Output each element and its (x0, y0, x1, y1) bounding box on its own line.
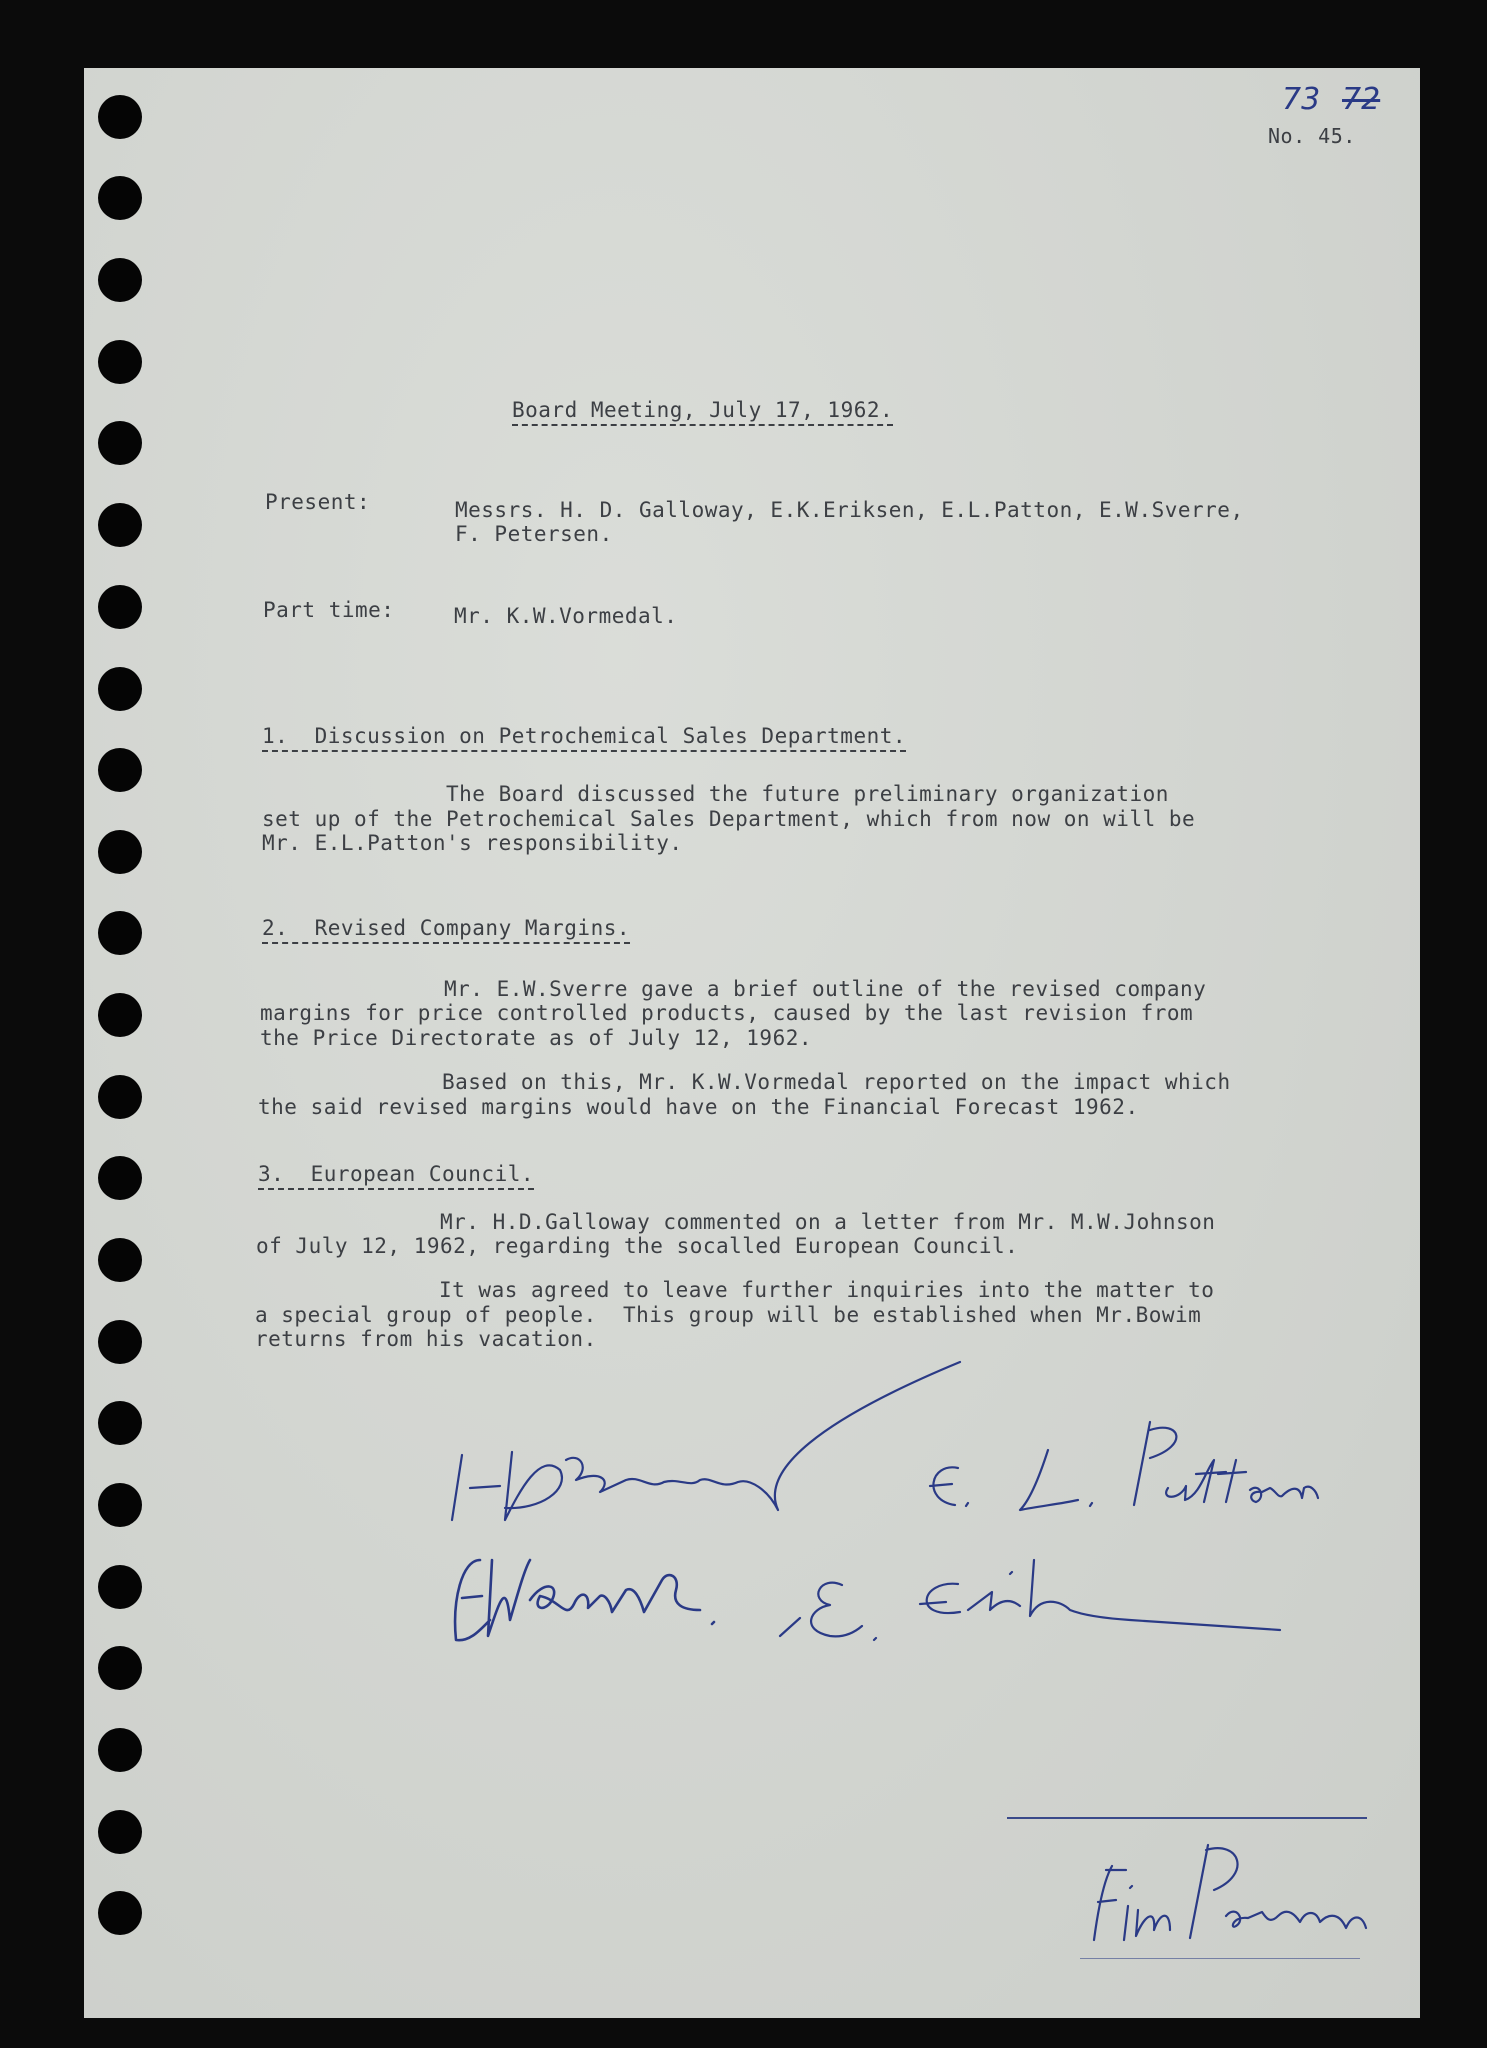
paragraph-line: Mr. E.L.Patton's responsibility. (262, 831, 683, 855)
signature-patton (930, 1422, 1318, 1510)
paragraph-line: margins for price controlled products, caused by the last revision from (260, 1001, 1194, 1025)
paragraph-line: Based on this, Mr. K.W.Vormedal reported on the impact which (258, 1070, 1231, 1094)
paragraph-line: the Price Directorate as of July 12, 1962. (260, 1026, 813, 1050)
paragraph-line: set up of the Petrochemical Sales Department, which from now on will be (262, 807, 1196, 831)
signature-petersen (1094, 1845, 1366, 1940)
paragraph-line: the said revised margins would have on the Financial Forecast 1962. (258, 1095, 1139, 1119)
present-names-line1: Messrs. H. D. Galloway, E.K.Eriksen, E.L.Patton, E.W.Sverre, (455, 498, 1244, 522)
item-heading: 2. Revised Company Margins. (262, 916, 630, 944)
paragraph-line: of July 12, 1962, regarding the socalled European Council. (256, 1234, 1019, 1258)
item-heading: 3. European Council. (258, 1162, 534, 1190)
paragraph-line: It was agreed to leave further inquiries into the matter to (255, 1278, 1215, 1302)
paragraph-line: returns from his vacation. (255, 1327, 597, 1351)
item-heading: 1. Discussion on Petrochemical Sales Department. (262, 724, 906, 752)
present-label: Present: (265, 490, 371, 514)
struck-page-number: 72 (1342, 82, 1381, 117)
handwritten-page-number: 73 (1282, 82, 1321, 117)
present-names-line2: F. Petersen. (455, 522, 613, 546)
paragraph-line: Mr. H.D.Galloway commented on a letter from Mr. M.W.Johnson (256, 1210, 1216, 1234)
paragraph-line: Mr. E.W.Sverre gave a brief outline of the revised company (260, 977, 1207, 1001)
signature-underline (1080, 1958, 1360, 1959)
part-time-value: Mr. K.W.Vormedal. (454, 604, 678, 628)
signature-galloway (452, 1362, 960, 1520)
paragraph-line: a special group of people. This group will be established when Mr.Bowim (255, 1303, 1202, 1327)
paragraph-line: The Board discussed the future preliminary organization (262, 782, 1169, 806)
signature-eriksen (780, 1560, 1280, 1640)
signature-line (1007, 1817, 1367, 1819)
signature-sverre (455, 1560, 714, 1640)
part-time-label: Part time: (263, 598, 395, 622)
page-title: Board Meeting, July 17, 1962. (512, 398, 893, 426)
typed-page-number: No. 45. (1268, 124, 1356, 148)
